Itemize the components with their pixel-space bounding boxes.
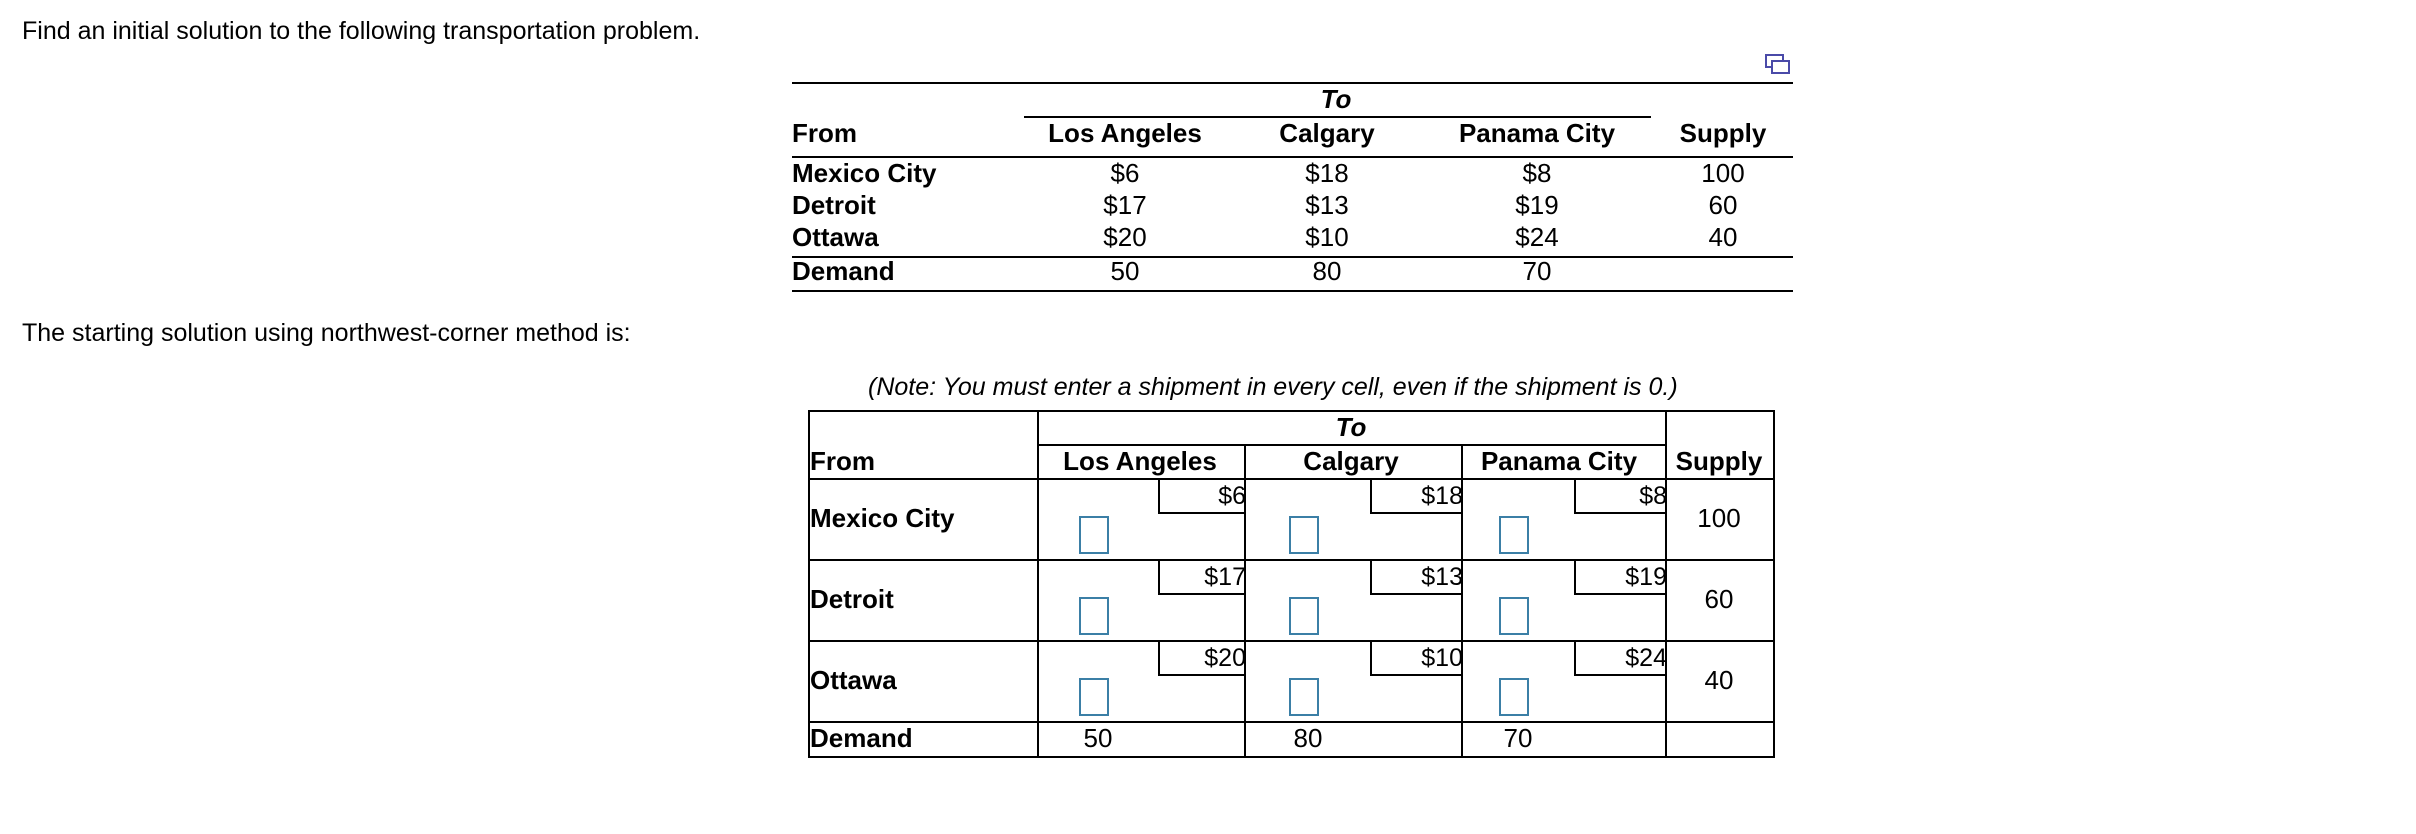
method-prompt: The starting solution using northwest-corner method is: xyxy=(22,319,631,347)
unit-cost-label: $24 xyxy=(1574,642,1667,676)
cost-cell: $10 xyxy=(1305,222,1349,252)
dest-header-panama-city: Panama City xyxy=(1458,118,1616,148)
cost-cell: $8 xyxy=(1522,158,1552,188)
source-ottawa: Ottawa xyxy=(792,222,879,252)
cost-cell: $18 xyxy=(1305,158,1349,188)
supply-cell: 100 xyxy=(1697,503,1741,533)
unit-cost-label: $18 xyxy=(1370,480,1463,514)
source-mexico-city: Mexico City xyxy=(792,158,937,188)
unit-cost-label: $19 xyxy=(1574,561,1667,595)
source-mexico-city: Mexico City xyxy=(810,503,955,533)
unit-cost-label: $17 xyxy=(1158,561,1246,595)
from-header: From xyxy=(792,118,857,148)
dest-header-calgary: Calgary xyxy=(1279,118,1375,148)
copy-table-icon[interactable] xyxy=(1765,54,1791,76)
dest-header-los-angeles: Los Angeles xyxy=(1063,446,1217,476)
unit-cost-label: $20 xyxy=(1158,642,1246,676)
dest-header-los-angeles: Los Angeles xyxy=(1048,118,1202,148)
cost-cell: $13 xyxy=(1305,190,1349,220)
cost-data-table xyxy=(792,82,1793,292)
cost-cell: $6 xyxy=(1110,158,1140,188)
shipment-input-detroit-calgary[interactable] xyxy=(1289,597,1319,635)
supply-header: Supply xyxy=(1675,446,1763,476)
shipment-input-mexico-city-calgary[interactable] xyxy=(1289,516,1319,554)
unit-cost-label: $13 xyxy=(1370,561,1463,595)
supply-cell: 40 xyxy=(1708,222,1738,252)
unit-cost-label: $10 xyxy=(1370,642,1463,676)
shipment-input-ottawa-calgary[interactable] xyxy=(1289,678,1319,716)
shipment-input-detroit-los-angeles[interactable] xyxy=(1079,597,1109,635)
shipment-input-ottawa-panama-city[interactable] xyxy=(1499,678,1529,716)
demand-cell: 50 xyxy=(1083,723,1113,753)
supply-cell: 60 xyxy=(1704,584,1734,614)
shipment-input-mexico-city-panama-city[interactable] xyxy=(1499,516,1529,554)
unit-cost-label: $6 xyxy=(1158,480,1246,514)
demand-cell: 80 xyxy=(1312,256,1342,286)
demand-cell: 70 xyxy=(1503,723,1533,753)
cost-cell: $20 xyxy=(1103,222,1147,252)
shipment-input-detroit-panama-city[interactable] xyxy=(1499,597,1529,635)
supply-cell: 100 xyxy=(1701,158,1745,188)
cost-cell: $17 xyxy=(1103,190,1147,220)
question-prompt: Find an initial solution to the following transportation problem. xyxy=(22,17,701,45)
demand-cell: 50 xyxy=(1110,256,1140,286)
supply-cell: 40 xyxy=(1704,665,1734,695)
cost-cell: $19 xyxy=(1515,190,1559,220)
supply-cell: 60 xyxy=(1708,190,1738,220)
shipment-answer-table: To From Los Angeles Calgary Panama City Supply Mexico City $6 $18 $8 100 Detroit $17 $13 $19 60 Ottawa $20 $10 $24 40 Demand 50 80 70 xyxy=(808,410,1775,756)
shipment-input-mexico-city-los-angeles[interactable] xyxy=(1079,516,1109,554)
demand-label: Demand xyxy=(792,256,895,286)
dest-header-panama-city: Panama City xyxy=(1480,446,1638,476)
source-detroit: Detroit xyxy=(810,584,894,614)
unit-cost-label: $8 xyxy=(1574,480,1667,514)
demand-label: Demand xyxy=(810,723,913,753)
to-header: To xyxy=(1320,84,1352,114)
demand-cell: 80 xyxy=(1293,723,1323,753)
dest-header-calgary: Calgary xyxy=(1303,446,1399,476)
source-detroit: Detroit xyxy=(792,190,876,220)
source-ottawa: Ottawa xyxy=(810,665,897,695)
supply-header: Supply xyxy=(1679,118,1767,148)
from-header: From xyxy=(810,446,875,476)
cost-cell: $24 xyxy=(1515,222,1559,252)
demand-cell: 70 xyxy=(1522,256,1552,286)
entry-note: (Note: You must enter a shipment in every cell, even if the shipment is 0.) xyxy=(868,373,1678,401)
shipment-input-ottawa-los-angeles[interactable] xyxy=(1079,678,1109,716)
